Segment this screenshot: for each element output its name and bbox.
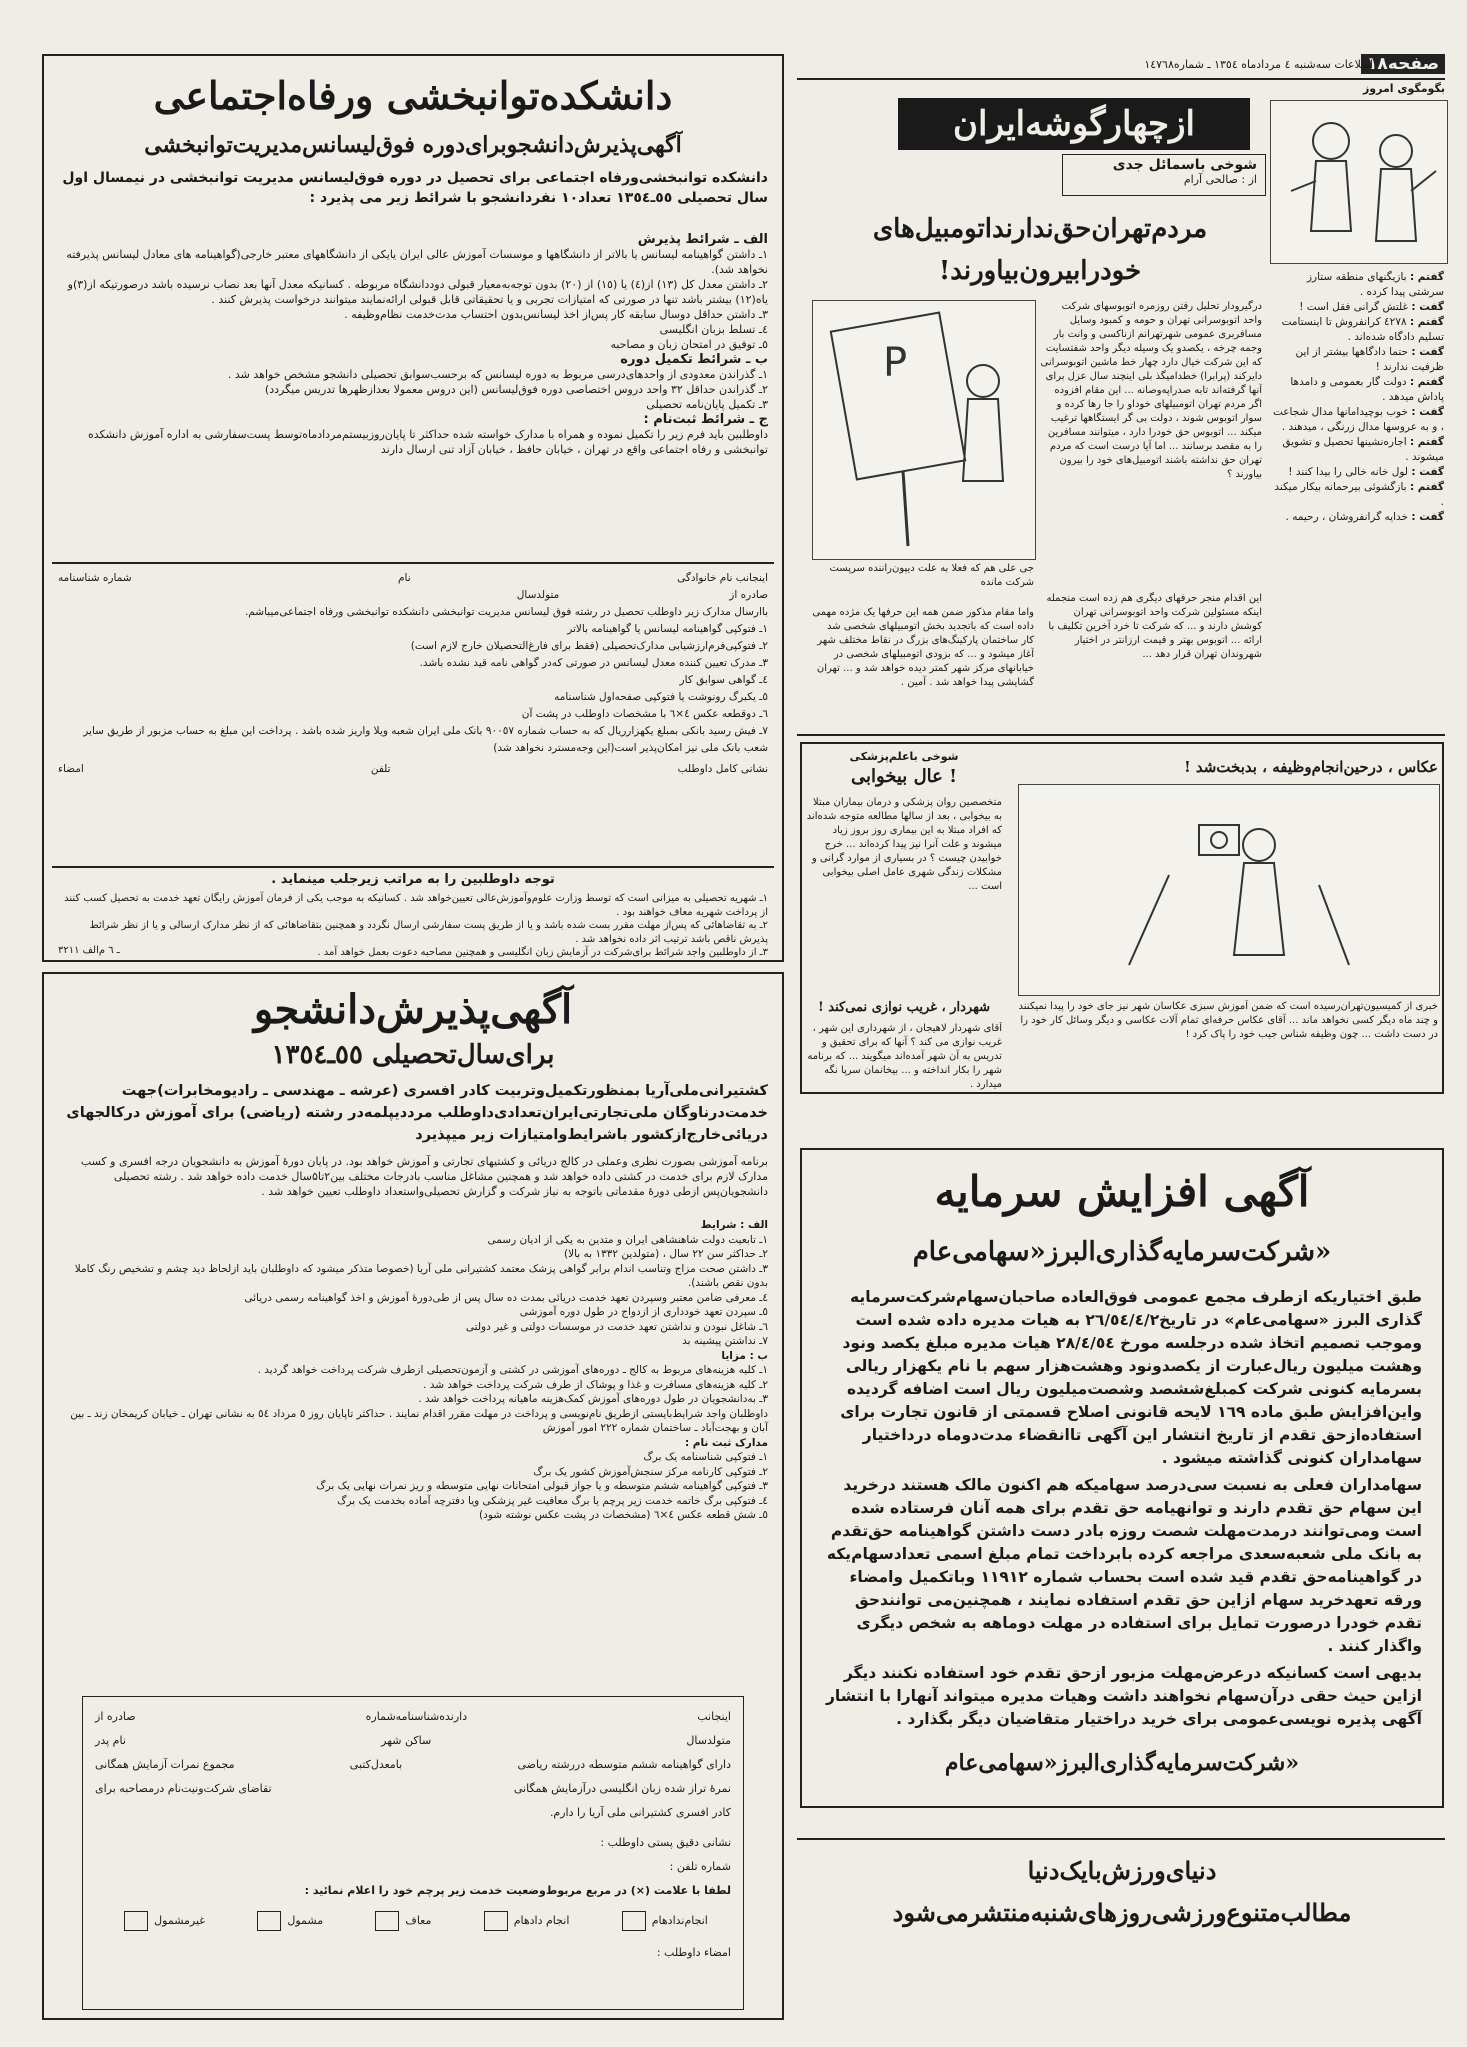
- option-served[interactable]: انجام دادهام: [478, 1909, 570, 1933]
- form-phone-label: تلفن: [370, 763, 391, 775]
- form-row: [58, 587, 768, 604]
- page-number: صفحه۱۸: [1361, 54, 1445, 74]
- qa-item: گفت : لول خانه خالی را بیدا کنند !: [1288, 466, 1444, 478]
- form-field-label: صادره از: [95, 1710, 136, 1723]
- welfare-section-b: ب ـ شرائط تکمیل دوره: [620, 352, 768, 367]
- welfare-ad-subtitle: آگهی‌پذیرش‌دانشجوبرای‌دوره فوق‌لیسانس‌مدیریت‌توانبخشی: [144, 132, 682, 158]
- welfare-condition: ۳ـ داشتن حداقل دوسال سابقه کار پس‌از اخذ لیسانس‌بدون احتساب مدت‌خدمت نظام‌وظیفه .: [344, 308, 768, 321]
- welfare-ad-intro: دانشکده توانبخشی‌ورفاه اجتماعی برای تحصیل در دوره فوق‌لیسانس مدیریت توانبخشی در نیمسال اول سال تحصیلی ٥٥ـ۱۳٥٤ تعداد۱۰ نفردانشجو با شرائط زیر می پذیرد :: [62, 170, 768, 206]
- form-row: [95, 1729, 731, 1753]
- photographer-banner: عکاس ، درحین‌انجام‌وظیفه ، بدبخت‌شد !: [1184, 758, 1438, 776]
- welfare-form: [58, 570, 768, 778]
- form-row: [95, 1753, 731, 1777]
- admission-condition: ٦ـ شاغل نبودن و نداشتن تعهد خدمت در موسسات دولتی و غیر دولتی: [465, 1320, 768, 1333]
- admission-condition: ۳ـ داشتن صحت مزاج وتناسب اندام برابر گواهی پزشک معتمد کشتیرانی ملی آریا (خصوصا متذکر میشود که داوطلبان باید ازلحاظ دید چشم و تشخیص رنگ کاملا بدون نقص باشند).: [74, 1262, 768, 1289]
- form-doc: ٤ـ گواهی سوابق کار: [679, 674, 768, 686]
- photographer-box: [800, 742, 1444, 1094]
- admission-benefit: ۲ـ کلیه هزینه‌های مسافرت و غذا و پوشاک از طرف شرکت پرداخت خواهد شد .: [423, 1378, 768, 1391]
- cartoon-sign-icon: [813, 301, 1035, 559]
- admission-section-b: ب : مزایا: [721, 1349, 768, 1362]
- form-field-label: اینجانب: [697, 1710, 731, 1723]
- admission-condition: ٤ـ معرفی ضامن معتبر وسپردن تعهد خدمت دریائی بمدت ده سال پس از طی‌دورهٔ آموزش و اخذ گواهینامه رسمی دریائی: [244, 1291, 768, 1304]
- photographer-cartoon-icon: [1019, 785, 1439, 995]
- admission-condition: ٥ـ سپردن تعهد خودداری از ازدواج در طول دوره آموزشی: [519, 1306, 768, 1318]
- form-doc: ۱ـ فتوکپی گواهینامه لیسانس یا گواهینامه بالاتر: [567, 623, 768, 635]
- option-not-subject[interactable]: غیرمشمول: [118, 1909, 205, 1933]
- column-name-box: [1062, 154, 1266, 196]
- checkbox[interactable]: [484, 1911, 508, 1931]
- welfare-notes: [58, 892, 768, 960]
- welfare-note: ۱ـ شهریه تحصیلی به میزانی است که توسط وزارت علوم‌وآموزش‌عالی تعیین‌خواهد شد . کسانیکه به موجب یکی از فرمان آموزش رایگان تعهد خدمت به تحصیل کسب کنند از پرداخت شهریه معاف خواهند بود .: [64, 893, 768, 918]
- admission-benefit: ۳ـ به‌دانشجویان در طول دوره‌های آموزش کمک‌هزینه ماهیانه پرداخت خواهد شد .: [418, 1393, 768, 1405]
- photographer-subhead: شهردار ، غریب نوازی نمی‌کند !: [818, 1000, 990, 1015]
- admission-doc: ٥ـ شش قطعه عکس ٤×٦ (مشخصات در پشت عکس نوشته شود): [479, 1509, 768, 1521]
- photographer-body2: آقای شهردار لاهیجان ، از شهرداری این شهر ، غریب نوازی می کند ؟ آنها که برای تحقیق و تدریس به آن شهر آمده‌اند میگویند ... که برنامه شهر را بکار انداخته و ... بیخانمان سرپا نگه میدارد .: [807, 1023, 1002, 1090]
- capital-ad-body: [822, 1286, 1422, 1731]
- four-corners-body-right: درگیرودار تحلیل رفتن روزمره اتوبوسهای شرکت واحد اتوبوسرانی تهران و حومه و کمبود وسایل مسافربری عمومی شهرتهرانم ازناکسی و وانت بار وجمه چرخه ، یکصدو یک وسیله دیگر واحد شفتسایت که این شرکت خیال دارد چهار خط ماشین اتوبوسرانی دایرکند (پرابرا) خطدامیگذ بلی اینچند سال عزل برای آنها گرفته‌اند تابه صدراپه‌وصانه ... این مقام افزوده اگر مردم تهران اتومبیلهای خوداو را جا رها کرده و سوار اتوبوس شوند ، دولت بی گر ایستگاهها ترغیب میکند ... اتوبوس حق خودرا دارد ، میتوانند مسافرین را به مقصد برسانند ... اما آیا درست است که مردم تهران حق نداشته باشند اتومبیل‌های خود را بیرون بیاورند ؟: [1040, 301, 1262, 480]
- welfare-condition: ٥ـ توفیق در امتحان زبان و مصاحبه: [610, 338, 768, 351]
- qa-column: [1270, 270, 1444, 525]
- form-address-label: نشانی کامل داوطلب: [677, 763, 768, 775]
- photographer-body: متخصصین روان پزشکی و درمان بیماران مبتلا به بیخوابی ، بعد از سالها مطالعه متوجه شده‌اند که افراد مبتلا به این بیماری روز بروز زیاد میشوند و علت آنرا نیز پیدا کرده‌اند ... خرج خوابیدن چیست ؟ در بسیاری از موارد گرانی و مشکلات زندگی شهری عامل اصلی بیخوابی است ...: [806, 797, 1002, 892]
- form-doc: ۳ـ مدرک تعیین کننده معدل لیسانس در صورتی که‌در گواهی نامه قید نشده باشد.: [419, 657, 768, 669]
- admission-doc: ۳ـ فتوکپی گواهینامه ششم متوسطه و یا جواز قبولی امتحانات نهایی متوسطه و ریز نمرات نهایی یک برگ: [316, 1480, 768, 1492]
- author: از : صالحی آرام: [1183, 173, 1257, 186]
- form-field-label: متولدسال: [686, 1734, 731, 1747]
- form-signature-label: امضاء داوطلب :: [656, 1946, 731, 1959]
- admission-ad-title: آگهی‌پذیرش‌دانشجو: [253, 986, 573, 1033]
- form-address-label: نشانی دقیق پستی داوطلب :: [600, 1836, 731, 1849]
- admission-doc: ٤ـ فتوکپی برگ خاتمه خدمت زیر پرچم یا برگ معافیت غیر پزشکی ویا دفترچه آماده بخدمت یک برگ: [337, 1494, 768, 1507]
- admission-reg-note: داوطلبان واجد شرایط‌بایستی ازطریق نام‌نویسی و پرداخت در مهلت مقرر اقدام نمایند . حداکثر تاپایان روز ٥ مرداد ٥٤ به نشانی تهران ـ خیابان کریمخان زند ـ بین آبان و بهجت‌آباد ـ ساختمان شماره ۲۲۲ امور آموزش: [70, 1407, 768, 1434]
- qa-item: گفت : حتما دادگاهها بیشتر از این ظرفیت ندارند !: [1295, 346, 1444, 373]
- divider: [52, 562, 774, 564]
- form-label-born: متولدسال: [516, 589, 560, 601]
- welfare-ad: [42, 54, 784, 962]
- masthead-text: اطلاعات سه‌شنبه ٤ مردادماه ۱۳٥٤ ـ شماره۱٤۷٦۸: [1144, 58, 1373, 71]
- column-name: شوخی باسمائل جدی: [1112, 157, 1257, 173]
- capital-ad-paragraph: بدیهی است کسانیکه درعرض‌مهلت مزبور ازحق تقدم خود استفاده نکنند دیگر ازاین حیث حقی درآن‌سهام نخواهند داشت وهیات مدیره میتواند آنهارا با انتشار آگهی پذیره نویسی‌عمومی برای خرید دراختیار متقاضیان دیگر بگذارد .: [826, 1664, 1422, 1728]
- service-status-options: [95, 1909, 731, 1933]
- form-field-label: مجموع نمرات آزمایش همگانی: [95, 1758, 235, 1771]
- admission-condition: ۲ـ حداکثر سن ۲۲ سال ، (متولدین ۱۳۳۲ به بالا): [564, 1248, 768, 1260]
- option-exempt[interactable]: معاف: [369, 1909, 431, 1933]
- qa-item: گفتم : ٤٢٧٨ کرانفروش تا اینستامت تسلیم دادگاه شده‌اند .: [1281, 316, 1444, 343]
- admission-section-a: الف : شرایط: [700, 1219, 768, 1231]
- qa-item: گفتم : دولت گار بعمومی و دامدها پاداش میدهد .: [1290, 376, 1444, 403]
- admission-conditions: [58, 1218, 768, 1523]
- capital-ad-paragraph: طبق اختیاریکه ازطرف مجمع عمومی فوق‌العاده صاحبان‌سهام‌شرکت‌سرمایه گذاری البرز «سهامی‌عام» در تاریخ۲٦/٥٤/٤/۲ به هیات مدیره داده شده است وموجب تصمیم اتخاذ شده درجلسه مورخ ۲۸/٤/٥٤ هیات مدیره مبلغ یکصد ونود وهشت میلیون ریال‌عبارت از یکصدونود وهشت‌هزار سهم با نام یکهزار ریالی بسرمایه کنونی شرکت کمبلغ‌ششصد وشصت‌میلیون ریال است اضافه گردیده واین‌افزایش طبق ماده ۱٦۹ لایحه قانونی اصلاح قسمتی از قانون تجارت برای استفاده‌ازحق تقدم از تاریخ انتشار این آگهی تاانقضاء مدت‌دوماه درداختیار سهامداران کنونی گذاشته میشود .: [840, 1288, 1422, 1467]
- divider: [797, 734, 1445, 736]
- caricature-figures-icon: [1271, 101, 1447, 263]
- photographer-column: شوخی باعلم‌پزشکی: [849, 750, 959, 763]
- welfare-code: ۳۲۱۱ ـ ٦ م‌الف: [58, 945, 120, 956]
- capital-ad-title: آگهی افزایش سرمایه: [934, 1167, 1310, 1216]
- form-label-issued: صادره از: [729, 589, 768, 601]
- form-doc: ۲ـ فتوکپی‌فرم‌ارزشیابی مدارک‌تحصیلی (فقط برای فارغ‌التحصیلان خارج لازم است): [410, 640, 768, 652]
- form-doc: ٦ـ دوقطعه عکس ٤×٦ با مشخصات داوطلب در پشت آن: [521, 708, 768, 720]
- qa-item: گفتم : بازگشوئی بیرحمانه بیکار میکند .: [1274, 481, 1444, 508]
- qa-item: گفتم : اجاره‌نشینها تحصیل و تشویق میشوند .: [1282, 436, 1444, 463]
- admission-condition: ۷ـ نداشتن پیشینه بد: [682, 1335, 768, 1347]
- form-phone-label: شماره تلفن :: [669, 1860, 731, 1873]
- photographer-illustration: [1018, 784, 1440, 996]
- four-corners-banner: ازچهارگوشه‌ایران: [898, 98, 1250, 150]
- cartoon-illustration: [812, 300, 1036, 560]
- admission-benefit: ۱ـ کلیه هزینه‌های مربوط به کالج ـ دوره‌های آموزشی در کشتی و آزمون‌تحصیلی ازطرف شرکت پرداخت خواهد گردید .: [257, 1364, 768, 1376]
- welfare-section-a: الف ـ شرائط پذیرش: [637, 232, 768, 247]
- admission-condition: ۱ـ تابعیت دولت شاهنشاهی ایران و متدین به یکی از ادیان رسمی: [487, 1233, 768, 1246]
- qa-item: گفت : خوب بوچیدامانها مدال شجاعت ، و به عروسها مدال زرنگی ، میدهند .: [1272, 406, 1444, 433]
- welfare-completion: ۳ـ تکمیل پایان‌نامه تحصیلی: [646, 398, 768, 411]
- checkbox[interactable]: [375, 1911, 399, 1931]
- form-field-label: نام پدر: [95, 1734, 126, 1747]
- form-instruction: لطفا با علامت (×) در مربع مربوط‌وضعیت خدمت زیر پرچم خود را اعلام نمائید :: [304, 1884, 731, 1897]
- photographer-headline: عال بیخوابی !: [850, 766, 958, 787]
- form-signature-label: امضاء: [58, 763, 84, 775]
- option-not-served[interactable]: انجام‌ندادهام: [616, 1909, 708, 1933]
- admission-docs-title: مدارک ثبت نام :: [684, 1436, 768, 1449]
- capital-ad-paragraph: سهامداران فعلی به نسبت سی‌درصد سهامیکه هم اکنون مالک هستند درخرید این سهام حق تقدم دارند و توانهیامه حق تقدم برای همه آنان فرستاده شده است ومی‌توانند درمدت‌مهلت شصت روزه بادر دست داشتن گواهینامه حق‌تقدم به بانک ملی شعبه‌سعدی مراجعه کرده بابرداخت تمام مبلغ اسمی تعدادسهام‌یکه در گواهینامه‌حق تقدم قید شده است بحساب شماره ۱۱۹۱۲ وباتکمیل وامضاء ورقه تعهدخرید سهام ازاین حق تقدم استفاده نمایند ، همچنین‌می توانندحق تقدم خودرا درصورت تمایل برای استفاده در مهلت دوماهه به شخص دیگری واگذار کنند .: [826, 1476, 1422, 1655]
- admission-ad-program: برنامه آموزشی بصورت نظری وعملی در کالج دریائی و کشتیهای تجارتی و آموزش خواهد بود. در پایان دورهٔ آموزش به دانشجویان درجه افسری و کسب مدارک لازم برای خدمت در کشتی داده خواهد شد و همچنین مشاغل مناسب بادرجات مختلف بین۲تا۵سال خدمت داده خواهد شد . رشته تحصیلی دانشجویان‌پس ازطی دورهٔ مقدماتی باتوجه به نیاز شرکت و گزارش تحصیلی‌واستعداد داوطلب تعیین خواهد شد .: [80, 1155, 768, 1198]
- capital-ad-signature: شرکت‌سرمایه‌گذاری‌البرز«سهامی‌عام»: [944, 1750, 1300, 1776]
- form-row: [95, 1777, 731, 1801]
- form-text: باارسال مدارک زیر داوطلب تحصیل در رشته فوق لیسانس مدیریت توانبخشی دانشکده توانبخشی ورفاه اجتماعی‌میباشم.: [244, 606, 768, 618]
- form-field-label: بامعدل‌کتبی: [349, 1758, 403, 1771]
- welfare-note: ۲ـ به تقاضاهائی که پس‌از مهلت مقرر بست شده باشد و یا از طریق پست سفارشی ارسال نگردد و همچنین بتقاضاهائی که از نظر مدارک ارسالی و یا از نظر شرائط پذیرش ناقص باشد ترتیب اثر داده نخواهد شد .: [89, 920, 768, 945]
- welfare-ad-title: دانشکده‌توانبخشی ورفاه‌اجتماعی: [153, 73, 673, 118]
- welfare-completion: ۲ـ گذراندن حداقل ۳۲ واحد دروس اختصاصی دوره فوق‌لیسانس (این دروس معمولا بعدازظهرها تدریس میگردد): [264, 383, 768, 396]
- form-doc: ٥ـ یکبرگ رونوشت یا فتوکپی صفحه‌اول شناسنامه: [554, 691, 768, 703]
- welfare-section-c: ج ـ شرائط ثبت‌نام :: [643, 412, 768, 427]
- four-corners-headline: مردم‌تهران‌حق‌ندارندا‌تومبیل‌های خودرا‌بیرون‌بیاورند!: [872, 214, 1208, 286]
- sports-ad-line2: مطالب‌متنوع‌ورزشی‌روزهای‌شنبه‌منتشرمی‌شود: [892, 1898, 1352, 1927]
- option-subject[interactable]: مشمول: [251, 1909, 323, 1933]
- form-field-label: ساکن شهر: [381, 1734, 432, 1747]
- form-field-label: تقاضای شرکت‌ونیت‌نام درمصاحبه برای: [95, 1782, 272, 1795]
- divider: [797, 1838, 1445, 1840]
- welfare-condition: ٤ـ تسلط بزبان انگلیسی: [659, 323, 768, 336]
- admission-ad-intro: کشتیرانی‌ملی‌آریا بمنظورتکمیل‌وتربیت کادر افسری (عرشه ـ مهندسی ـ رادیو‌مخابرات)جهت خدمت‌در‌ناوگان ملی‌تجارتی‌ایران‌تعدادی‌داوطلب مرددیپلمه‌در رشته (ریاضی) برای آموزش در‌کالجهای دریائی‌خارج‌ازکشور باشرایط‌وامتیازات زیر میپذیرد: [66, 1083, 768, 1143]
- form-row: [58, 570, 768, 587]
- checkbox[interactable]: [124, 1911, 148, 1931]
- form-field-label: کادر افسری کشتیرانی ملی آریا را دارم.: [549, 1806, 731, 1819]
- four-corners-body-left: واما مقام مذکور ضمن همه این حرفها یک مژده مهمی داده است که باتجدید بخش اتومبیلهای شخصی شد کار ساختمان پارکینگ‌های بزرگ در نقاط مختلف شهر آغاز میشود و ... که بزودی اتومبیلهای شخصی در خیابانهای مرکز شهر کمتر دیده خواهد شد و ... تهران گشایشی پیدا خواهد شد . آمین .: [812, 607, 1034, 688]
- masthead-bar: [797, 54, 1445, 80]
- four-corners-body-bottom: این اقدام منجر حرفهای دیگری هم زده است منجمله اینکه مسئولین شرکت واحد اتوبوسرانی تهران کوشش دارند و ... که شرکت تا خرد آخرین تکلیف با ارائه ... اتوبوس بهتر و قیمت ارزانتر در اختیار شهروندان تهران قرار دهد ...: [1046, 593, 1262, 660]
- welfare-condition: ۲ـ داشتن معدل کل (۱۳) از(٤) یا (۱٥) از (۲۰) بدون توجه‌به‌معیار قبولی دوددانشگاه مربوطه . کسانیکه معدل آنها بعد نصاب نرسیده باشد درصورتیکه از(۳)و یاه(۱۲) بیشتر باشد تنها در صورتی که امتیازات تجربی و یا تحقیقاتی قابل قبولی ارائه‌نمایند میتوانند درخواست پذیرش کنند .: [67, 278, 768, 306]
- section-label: بگومگوی امروز: [1362, 82, 1445, 95]
- qa-item: گفتم : بازیگنهای منطقه ستارز سرشتی پیدا کرده .: [1306, 271, 1444, 298]
- form-doc: ۷ـ فیش رسید بانکی بمبلغ یکهزارریال که به حساب شماره ۹۰۰٥۷ بانک ملی ایران شعبه ویلا واریز شده باشد . پرداخت این مبلغ به حساب مزبور از طریق سایر شعب بانک ملی نیز امکان‌پذیر است(این وجه‌مسترد نخواهد شد): [83, 725, 768, 754]
- admission-form: [82, 1696, 744, 2010]
- welfare-conditions: [58, 232, 768, 457]
- qa-item: گفت : غلتش گرانی فقل است !: [1299, 301, 1444, 313]
- welfare-registration: داوطلبین باید فرم زیر را تکمیل نموده و همراه با مدارک خواسته شده حداکثر تا پایان‌روزبیستم‌مردادماه‌توسط پست‌سفارشی به اداره آموزش دانشکده توانبخشی و رفاه اجتماعی واقع در تهران ، خیابان حافظ ، خیابان آزاد تنی ارسال دارند: [87, 428, 768, 456]
- photographer-side-text: خبری از کمیسیون‌تهران‌رسیده است که ضمن آموزش سبزی عکاسان شهر نیز جای خود را پیدا نمیکنند و چند ماه دیگر کسی نخواهد ماند ... آقای عکاس حرفه‌ای تمام آلات عکاسی و دیگر وسائل کار خود را در دست داشت ... چون وظیفه شناس جیب خود را پاک کرد !: [1018, 1001, 1438, 1040]
- admission-ad: [42, 972, 784, 2020]
- form-field-label: دارنده‌شناسنامه‌شماره: [365, 1710, 468, 1723]
- admission-doc: ۲ـ فتوکپی کارنامه مرکز سنجش‌آموزش کشور یک برگ: [533, 1465, 768, 1478]
- form-label-id: شماره شناسنامه: [58, 572, 132, 584]
- welfare-condition: ۱ـ داشتن گواهینامه لیسانس یا بالاتر از دانشگاهها و موسسات آموزش عالی ایران یایکی از دانشگاههای معتبر خارجی(گواهینامه های معادل لیسانس پذیرفته نخواهد شد).: [66, 248, 768, 276]
- divider: [52, 866, 774, 868]
- admission-ad-year: برای‌سال‌تحصیلی ٥٥ـ۱۳٥٤: [271, 1040, 555, 1070]
- form-row: [95, 1705, 731, 1729]
- form-label-surname: اینجانب نام خانوادگی: [677, 572, 768, 584]
- welfare-note: ۳ـ از داوطلبین واجد شرائط برای‌شرکت در آزمایش زبان انگلیسی و همچنین مصاحبه دعوت بعمل خواهد آمد .: [317, 947, 768, 958]
- admission-doc: ۱ـ فتوکپی شناسنامه یک برگ: [643, 1451, 768, 1463]
- qa-item: گفت : خدایه گرانفروشان ، رحیمه .: [1285, 511, 1444, 523]
- form-row: [58, 761, 768, 778]
- form-field-label: دارای گواهینامه ششم متوسطه دررشته ریاضی: [517, 1758, 731, 1771]
- welfare-note-title: توجه داوطلبین را به مراتب زیرجلب مینماید .: [271, 872, 555, 887]
- cartoon-caption: جی علی هم که فعلا به علت دیپون‌راننده سرپست شرکت مانده: [829, 563, 1034, 588]
- form-label-name: نام: [398, 572, 411, 584]
- checkbox[interactable]: [622, 1911, 646, 1931]
- svg-text:P: P: [883, 340, 908, 386]
- welfare-completion: ۱ـ گذراندن معدودی از واحدهای‌درسی مربوط به دوره لیسانس که برحسب‌سوابق تحصیلی دانشجو مشخص خواهد شد .: [227, 368, 768, 381]
- checkbox[interactable]: [257, 1911, 281, 1931]
- form-field-label: نمرهٔ تراز شده زبان انگلیسی درآزمایش همگانی: [513, 1782, 731, 1795]
- capital-ad-company: شرکت‌سرمایه‌گذاری‌البرز«سهامی‌عام»: [912, 1237, 1332, 1267]
- caricature-illustration: [1270, 100, 1448, 264]
- capital-ad: [800, 1148, 1444, 1808]
- sports-ad-line1: دنیای‌ورزش‌بایک‌دنیا: [1027, 1856, 1217, 1885]
